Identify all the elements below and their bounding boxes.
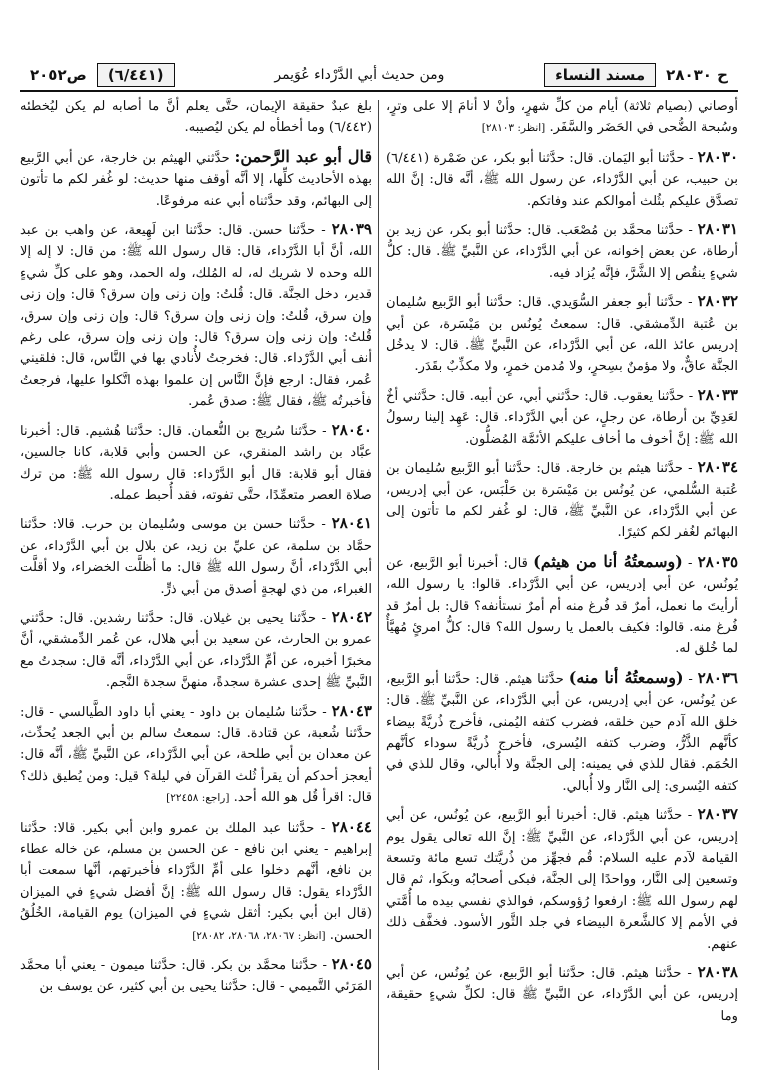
hadith-paragraph: ٢٨٠٤٢ - حدَّثنا يحيى بن غيلان. قال: حدَّثنا رشدين. قال: حدَّثني عمرو بن الحارث، عن سعيد بن أبي هلال، عن عُمر الدِّمشقي، أنَّ مخبرًا أخبره، عن أمِّ الدَّرْداء، عن أبي الدَّرْداء، أنَّه قال: سجدتُ مع النَّبيِّ ﷺ إحدى عشرة سجدةً، منهنَّ سجدة النَّجم.: [20, 607, 372, 691]
hadith-number: ٢٨٠٤٠: [331, 420, 372, 439]
hadith-paragraph: ٢٨٠٤٠ - حدَّثنا سُريج بن النُّعمان. قال: حدَّثنا هُشيم. قال: أخبرنا عبَّاد بن راشد المنقري، عن الحسن وأبي قلابة، كانا جالسين، فقال أبو قلابة: قال أبو الدَّرْداء: قال رسول الله ﷺ: من ترك صلاة العصر متعمِّدًا، حتَّى تفوته، فقد أُحبط عمله.: [20, 420, 372, 503]
hadith-paragraph: ٢٨٠٣٤ - حدَّثنا هيثم بن خارجة. قال: حدَّثنا أبو الرَّبيع سُليمان بن عُتبة السُّلمي، عن يُونُس بن مَيْسَرة بن حَلْبَس، عن أبي إدريس، عن أبي الدَّرْداء، عن النَّبيِّ ﷺ، قال: لو غُفر لكم ما تأتون إلى البهائم لغُفر لكم كثيرًا.: [386, 458, 738, 541]
hadith-text: حدَّثنا هيثم. قال: أخبرنا أبو الرَّبيع، عن يُونُس، عن أبي إدريس، عن أبي الدَّرْداء، عن النَّبيِّ ﷺ: إنَّ الله تعالى يقول يوم القيامة لآدم عليه السلام: قُم فجهِّز من ذُريَّتك تسع مائة وتسعة وتسعين إلى النَّار، وواحدًا إلى الجنَّة، فبكى أصحابُه وبكَوا، ثم قال لهم رسول الله ﷺ: ارفعوا رُؤوسكم، فوالذي نفسي بيده ما أُمَّتي في الأمم إلا كالشَّعرة البيضاء في جلد الثَّور الأسود. فخفَّف ذلك عنهم.: [386, 808, 738, 952]
hadith-number: ٢٨٠٤٥: [331, 955, 372, 974]
chapter-title: ومن حديث أبي الدَّرْداء عُوَيمر: [274, 67, 445, 83]
hadith-text: حدَّثنا محمَّد بن بكر. قال: حدَّثنا ميمون - يعني أبا محمَّد المَرَئي التَّميمي - قال: حدَّثنا يحيى بن أبي كثير، عن يوسف بن: [20, 958, 372, 995]
hadith-text: حدَّثنا حسن بن موسى وسُليمان بن حرب. قالا: حدَّثنا حمَّاد بن سلمة، عن عليِّ بن زيد، عن بلال بن أبي الدَّرْداء، عن أبي الدَّرْداء، أنَّ رسول الله ﷺ قال: ما أظلَّت الخضراء، ولا أقلَّت الغبراء، من ذي لهجةٍ أصدق من أبي ذرٍّ.: [20, 517, 372, 597]
hadith-paragraph: [386, 96, 738, 140]
volume-ref: (٦/٤٤١): [97, 63, 175, 87]
hadith-text: أوصاني (بصيام ثلاثة) أيام من كلِّ شهرٍ، وأنْ لا أنامَ إلا على وترٍ، وسُبحة الضُّحى في الحَضَر والسَّفَر.: [386, 99, 738, 136]
hadith-text: حدَّثنا هيثم بن خارجة. قال: حدَّثنا أبو الرَّبيع سُليمان بن عُتبة السُّلمي، عن يُونُس بن مَيْسَرة بن حَلْبَس، عن أبي إدريس، عن أبي الدَّرْداء، عن النَّبيِّ ﷺ، قال: لو غُفر لكم ما تأتون إلى البهائم لغُفر لكم كثيرًا.: [386, 461, 738, 541]
hadith-paragraph: ٢٨٠٣٨ - حدَّثنا هيثم. قال: حدَّثنا أبو الرَّبيع، عن يُونُس، عن أبي إدريس، عن أبي الدَّرْداء، عن النَّبيِّ ﷺ قال: لكلِّ شيءٍ حقيقة، وما: [386, 963, 738, 1024]
book-title: مسند النساء: [544, 63, 656, 87]
hadith-text: حدَّثنا يحيى بن غيلان. قال: حدَّثنا رشدين. قال: حدَّثني عمرو بن الحارث، عن سعيد بن أبي هلال، عن عُمر الدِّمشقي، أنَّ مخبرًا أخبره، عن أمِّ الدَّرْداء، عن أبي الدَّرْداء، أنَّه قال: سجدتُ مع النَّبيِّ ﷺ إحدى عشرة سجدةً، منهنَّ سجدة النَّجم.: [20, 610, 372, 691]
hadith-paragraph: ٢٨٠٣٥ - (وسمعتُهُ أنا من هيثم) قال: أخبرنا أبو الرَّبيع، عن يُونُس، عن أبي إدريس، عن أبي الدَّرْداء. قالوا: يا رسول الله، أرأيتَ ما نعمل، أمرٌ قد فُرغ منه أم أمرٌ نستأنفه؟ قال: بل أمرٌ قد فُرغ منه. قالوا: فكيف بالعمل يا رسول الله؟ قال: كلُّ امرئٍ مُهيَّأٌ لما خُلق له.: [386, 551, 738, 657]
hadith-paragraph: ٢٨٠٤٣ - حدَّثنا سُليمان بن داود - يعني أبا داود الطَّيالسي - قال: حدَّثنا شُعبة، عن قتادة. قال: سمعتُ سالم بن أبي الجعد يُحدِّث، عن معدان بن أبي طلحة، عن أبي الدَّرْداء، عن النَّبيِّ ﷺ، أنَّه قال: أيعجز أحدكم أن يقرأ ثُلث القرآن في ليلة؟ قيل: ومن يُطيق ذلك؟ قال: اقرأ قُل هو الله أحد. [راجع: ٢٢٤٥٨]: [20, 701, 372, 806]
hadith-number: ٢٨٠٣٦: [697, 668, 738, 687]
cross-reference: [انظر: ٢٨١٠٣]: [481, 122, 546, 135]
hadith-text: حدَّثنا حسن. قال: حدَّثنا ابن لَهِيعة، عن واهب بن عبد الله، أنَّ أبا الدَّرْداء، قال: قال رسول الله ﷺ: من قال: لا إله إلا الله وحده لا شريك له، له المُلك، وله الحمد، وهو على كلِّ شيءٍ قدير، دخل الجنَّة. قال: قُلتُ: وإن زنى وإن سرق؟ قال: وإن زنى وإن سرق، قُلتُ: وإن زنى وإن سرق؟ قال: وإن زنى وإن سرق، قُلتُ: وإن زنى وإن سرق؟ قال: وإن زنى وإن سرق، على رغم أنف أبي الدَّرْداء. قال: فخرجتُ لأُنادي بها في النَّاس، قال: فلقيني عُمر، فقال: ارجع فإنَّ النَّاس إن علموا بهذه اتَّكلوا عليها، فرجعتُ فأخبرتُه ﷺ، فقال ﷺ: صدق عُمر.: [20, 223, 372, 410]
hadith-text: حدَّثنا سُريج بن النُّعمان. قال: حدَّثنا هُشيم. قال: أخبرنا عبَّاد بن راشد المنقري، عن الحسن وأبي قلابة، كانا جالسين، فقال أبو قلابة: قال أبو الدَّرْداء: قال رسول الله ﷺ: من ترك صلاة العصر متعمِّدًا، حتَّى تفوته، فقد أُحبط عمله.: [20, 423, 372, 503]
hadith-number: ٢٨٠٣٩: [331, 220, 372, 239]
hadith-number: ٢٨٠٤٤: [331, 817, 372, 836]
cross-reference: [انظر: ٢٨٠٦٧، ٢٨٠٦٨، ٢٨٠٨٢]: [192, 929, 326, 942]
hadith-paragraph: ٢٨٠٣١ - حدَّثنا محمَّد بن مُصْعَب. قال: حدَّثنا أبو بكر، عن زيد بن أرطاة، عن بعض إخوانه، عن أبي الدَّرْداء، عن النَّبيِّ ﷺ. قال: كلُّ شيءٍ ينقُص إلا الشَّرَّ، فإنَّه يُزاد فيه.: [386, 220, 738, 281]
hadith-number: ٢٨٠٣٣: [697, 385, 738, 404]
right-column: [386, 96, 738, 1076]
hadith-paragraph: ٢٨٠٣٢ - حدَّثنا أبو جعفر السُّوَيدي. قال: حدَّثنا أبو الرَّبيع سُليمان بن عُتبة الدِّمشقي. قال: سمعتُ يُونُس بن مَيْسَرة، عن أبي إدريس عائذ الله، عن أبي الدَّرْداء، عن النَّبيِّ ﷺ. قال: لا يدخُل الجنَّة عاقٌّ، ولا مؤمنٌ بسِحرٍ، ولا مُدمن خمرٍ، ولا مكذِّبٌ بقَدَر.: [386, 292, 738, 375]
hadith-text: حدَّثنا هيثم. قال: حدَّثنا أبو الرَّبيع، عن يُونُس، عن أبي إدريس، عن أبي الدَّرْداء، عن النَّبيِّ ﷺ. قال: خلق الله آدم حين خلقه، فضرب كتفه اليُمنى، فأخرج ذُريَّةً بيضاء كأنَّهم الذَّرُّ، وضرب كتفه اليُسرى، فأخرج ذُريَّةً سوداء كأنَّهم الحُمَم. فقال للذي في يمينه: إلى الجنَّة ولا أُبالي، وقال للذي في كتفه اليُسرى: إلى النَّار ولا أُبالي.: [386, 671, 738, 794]
hadith-number: ٢٨٠٤٣: [331, 701, 372, 720]
hadith-paragraph: ٢٨٠٣٦ - (وسمعتُهُ أنا منه) حدَّثنا هيثم. قال: حدَّثنا أبو الرَّبيع، عن يُونُس، عن أبي إدريس، عن أبي الدَّرْداء، عن النَّبيِّ ﷺ. قال: خلق الله آدم حين خلقه، فضرب كتفه اليُمنى، فأخرج ذُريَّةً بيضاء كأنَّهم الذَّرُّ، وضرب كتفه اليُسرى، فأخرج ذُريَّةً سوداء كأنَّهم الحُمَم. فقال للذي في يمينه: إلى الجنَّة ولا أُبالي، وقال للذي في كتفه اليُسرى: إلى النَّار ولا أُبالي.: [386, 667, 738, 794]
hadith-text: بلغ عبدٌ حقيقة الإيمان، حتَّى يعلم أنَّ ما أصابه لم يكن ليُخطئه (٦/٤٤٢) وما أخطأه لم يكن ليُصيبه.: [20, 99, 372, 136]
left-column: [20, 96, 372, 1076]
hadith-range: ح ٢٨٠٣٠: [666, 66, 728, 84]
hadith-text: قال: أخبرنا أبو الرَّبيع، عن يُونُس، عن أبي إدريس، عن أبي الدَّرْداء. قالوا: يا رسول الله، أرأيتَ ما نعمل، أمرٌ قد فُرغ منه أم أمرٌ نستأنفه؟ قال: بل أمرٌ قد فُرغ منه. قالوا: فكيف بالعمل يا رسول الله؟ قال: كلُّ امرئٍ مُهيَّأٌ لما خُلق له.: [386, 555, 738, 657]
hadith-text: حدَّثنا هيثم. قال: حدَّثنا أبو الرَّبيع، عن يُونُس، عن أبي إدريس، عن أبي الدَّرْداء، عن النَّبيِّ ﷺ قال: لكلِّ شيءٍ حقيقة، وما: [386, 966, 738, 1024]
section-heading: (وسمعتُهُ أنا منه): [568, 667, 684, 687]
hadith-number: ٢٨٠٣٠: [697, 147, 738, 166]
hadith-paragraph: ٢٨٠٤٤ - حدَّثنا عبد الملك بن عمرو وابن أبي بكير. قالا: حدَّثنا إبراهيم - يعني ابن نافع - عن الحسن بن مسلم، عن خاله عطاء بن نافع، أنَّهم دخلوا على أمِّ الدَّرْداء فأخبرتهم، أنَّها سمعت أبا الدَّرْداء يقول: قال رسول الله ﷺ: إنَّ أفضل شيءٍ في الميزان (قال ابن أبي بكير: أثقل شيءٍ في الميزان) يوم القيامة، الخُلُقُ الحسن. [انظر: ٢٨٠٦٧، ٢٨٠٦٨، ٢٨٠٨٢]: [20, 817, 372, 943]
hadith-number: ٢٨٠٣٥: [697, 552, 738, 571]
hadith-text: حدَّثنا أبو جعفر السُّوَيدي. قال: حدَّثنا أبو الرَّبيع سُليمان بن عُتبة الدِّمشقي. قال: سمعتُ يُونُس بن مَيْسَرة، عن أبي إدريس عائذ الله، عن أبي الدَّرْداء، عن النَّبيِّ ﷺ. قال: لا يدخُل الجنَّة عاقٌّ، ولا مؤمنٌ بسِحرٍ، ولا مُدمن خمرٍ، ولا مكذِّبٌ بقَدَر.: [386, 295, 738, 375]
hadith-paragraph: [20, 96, 372, 139]
hadith-text: حدَّثني الهيثم بن خارجة، عن أبي الرَّبيع بهذه الأحاديث كلِّها، إلا أنَّه أوقف منها حديث: لو غُفر لكم ما تأتون إلى البهائم، وقد حدَّثناه أبي عنه مرفوعًا.: [20, 150, 372, 209]
hadith-number: ٢٨٠٣٤: [697, 458, 738, 477]
hadith-paragraph: ٢٨٠٣٧ - حدَّثنا هيثم. قال: أخبرنا أبو الرَّبيع، عن يُونُس، عن أبي إدريس، عن أبي الدَّرْداء، عن النَّبيِّ ﷺ: إنَّ الله تعالى يقول يوم القيامة لآدم عليه السلام: قُم فجهِّز من ذُريَّتك تسع مائة وتسعة وتسعين إلى النَّار، وواحدًا إلى الجنَّة، فبكى أصحابُه وبكَوا، ثم قال لهم رسول الله ﷺ: ارفعوا رُؤوسكم، فوالذي نفسي بيده ما أُمَّتي في الأمم إلا كالشَّعرة البيضاء في جلد الثَّور الأسود. فخفَّف ذلك عنهم.: [386, 805, 738, 952]
hadith-paragraph: [20, 146, 372, 212]
cross-reference: [راجع: ٢٢٤٥٨]: [166, 792, 230, 805]
hadith-text: حدَّثنا عبد الملك بن عمرو وابن أبي بكير. قالا: حدَّثنا إبراهيم - يعني ابن نافع - عن الحسن بن مسلم، عن خاله عطاء بن نافع، أنَّهم دخلوا على أمِّ الدَّرْداء فأخبرتهم، أنَّها سمعت أبا الدَّرْداء يقول: قال رسول الله ﷺ: إنَّ أفضل شيءٍ في الميزان (قال ابن أبي بكير: أثقل شيءٍ في الميزان) يوم القيامة، الخُلُقُ الحسن.: [20, 820, 372, 943]
text-columns: [20, 96, 738, 1076]
hadith-number: ٢٨٠٤٢: [331, 607, 372, 626]
section-heading: (وسمعتُهُ أنا من هيثم): [533, 551, 683, 571]
hadith-paragraph: ٢٨٠٤٥ - حدَّثنا محمَّد بن بكر. قال: حدَّثنا ميمون - يعني أبا محمَّد المَرَئي التَّميمي - قال: حدَّثنا يحيى بن أبي كثير، عن يوسف بن: [20, 955, 372, 995]
hadith-paragraph: ٢٨٠٤١ - حدَّثنا حسن بن موسى وسُليمان بن حرب. قالا: حدَّثنا حمَّاد بن سلمة، عن عليِّ بن زيد، عن بلال بن أبي الدَّرْداء، عن أبي الدَّرْداء، أنَّ رسول الله ﷺ قال: ما أظلَّت الخضراء، ولا أقلَّت الغبراء، من ذي لهجةٍ أصدق من أبي ذرٍّ.: [20, 514, 372, 597]
hadith-number: ٢٨٠٣١: [697, 220, 738, 239]
hadith-number: ٢٨٠٣٧: [697, 805, 738, 824]
hadith-number: ٢٨٠٤١: [331, 514, 372, 533]
hadith-number: ٢٨٠٣٨: [697, 963, 738, 982]
section-heading: قال أبو عبد الرَّحمن:: [234, 146, 372, 166]
hadith-number: ٢٨٠٣٢: [697, 292, 738, 311]
hadith-paragraph: ٢٨٠٣٠ - حدَّثنا أبو اليَمان. قال: حدَّثنا أبو بكر، عن ضَمْرة (٦/٤٤١) بن حبيب، عن أبي الدَّرْداء، عن رسول الله ﷺ، أنَّه قال: إنَّ الله تصدَّق عليكم بثُلث أموالكم عند وفاتكم.: [386, 147, 738, 209]
page-header: [20, 60, 738, 92]
page-number: ص٢٠٥٢: [30, 66, 87, 84]
hadith-paragraph: ٢٨٠٣٣ - حدَّثنا يعقوب. قال: حدَّثني أبي، عن أبيه. قال: حدَّثني أخٌ لعَدِيِّ بن أرطاة، عن رجلٍ، عن أبي الدَّرْداء. قال: عَهِد إلينا رسولُ الله ﷺ: إنَّ أخوف ما أخاف عليكم الأئمَّة المُضلُّون.: [386, 385, 738, 447]
hadith-text: حدَّثنا محمَّد بن مُصْعَب. قال: حدَّثنا أبو بكر، عن زيد بن أرطاة، عن بعض إخوانه، عن أبي الدَّرْداء، عن النَّبيِّ ﷺ. قال: كلُّ شيءٍ ينقُص إلا الشَّرَّ، فإنَّه يُزاد فيه.: [386, 223, 738, 281]
hadith-text: حدَّثنا يعقوب. قال: حدَّثني أبي، عن أبيه. قال: حدَّثني أخٌ لعَدِيِّ بن أرطاة، عن رجلٍ، عن أبي الدَّرْداء. قال: عَهِد إلينا رسولُ الله ﷺ: إنَّ أخوف ما أخاف عليكم الأئمَّة المُضلُّون.: [386, 388, 738, 447]
hadith-text: حدَّثنا أبو اليَمان. قال: حدَّثنا أبو بكر، عن ضَمْرة (٦/٤٤١) بن حبيب، عن أبي الدَّرْداء، عن رسول الله ﷺ، أنَّه قال: إنَّ الله تصدَّق عليكم بثُلث أموالكم عند وفاتكم.: [386, 150, 738, 209]
hadith-text: حدَّثنا سُليمان بن داود - يعني أبا داود الطَّيالسي - قال: حدَّثنا شُعبة، عن قتادة. قال: سمعتُ سالم بن أبي الجعد يُحدِّث، عن معدان بن أبي طلحة، عن أبي الدَّرْداء، عن النَّبيِّ ﷺ، أنَّه قال: أيعجز أحدكم أن يقرأ ثُلث القرآن في ليلة؟ قيل: ومن يُطيق ذلك؟ قال: اقرأ قُل هو الله أحد.: [20, 704, 372, 806]
hadith-paragraph: ٢٨٠٣٩ - حدَّثنا حسن. قال: حدَّثنا ابن لَهِيعة، عن واهب بن عبد الله، أنَّ أبا الدَّرْداء، قال: قال رسول الله ﷺ: من قال: لا إله إلا الله وحده لا شريك له، له المُلك، وله الحمد، وهو على كلِّ شيءٍ قدير، دخل الجنَّة. قال: قُلتُ: وإن زنى وإن سرق؟ قال: وإن زنى وإن سرق، قُلتُ: وإن زنى وإن سرق؟ قال: وإن زنى وإن سرق، قُلتُ: وإن زنى وإن سرق؟ قال: وإن زنى وإن سرق، على رغم أنف أبي الدَّرْداء. قال: فخرجتُ لأُنادي بها في النَّاس، قال: فلقيني عُمر، فقال: ارجع فإنَّ النَّاس إن علموا بهذه اتَّكلوا عليها، فرجعتُ فأخبرتُه ﷺ، فقال ﷺ: صدق عُمر.: [20, 220, 372, 410]
